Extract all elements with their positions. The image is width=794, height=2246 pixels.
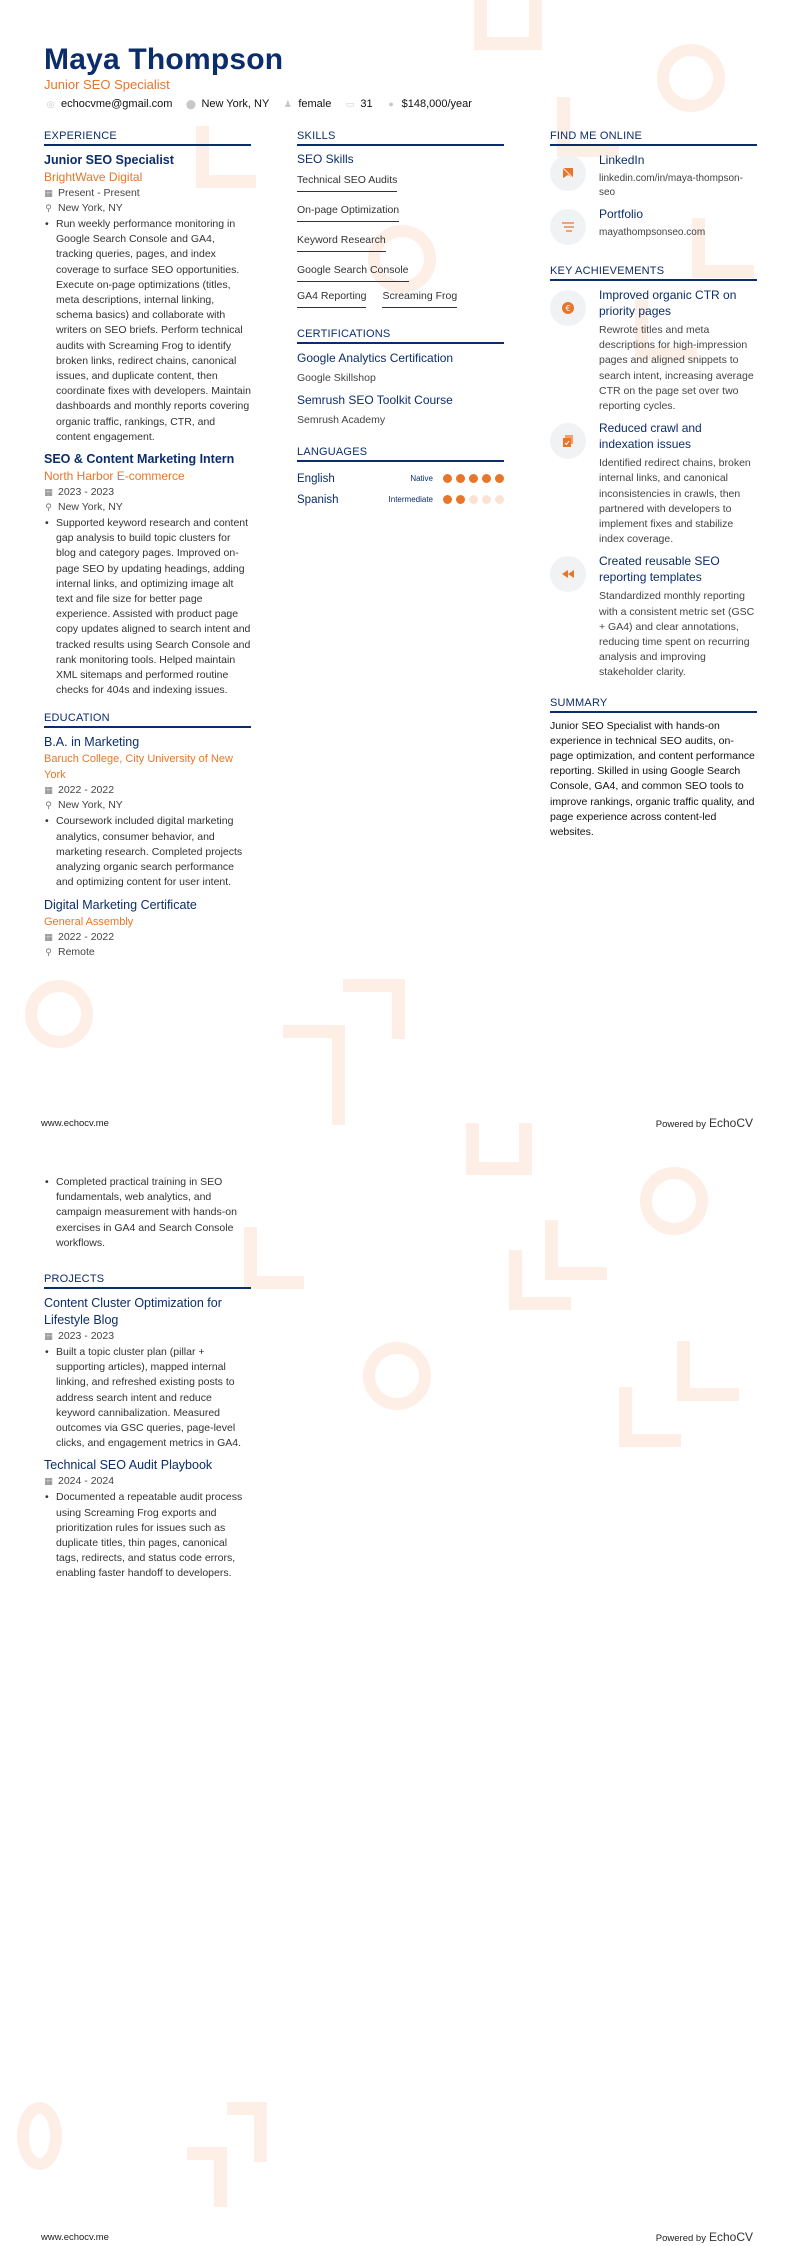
language-row <box>297 468 504 489</box>
project-title: Technical SEO Audit Playbook <box>44 1458 213 1473</box>
decoration-l-shape <box>619 1387 681 1447</box>
rewind-icon <box>550 556 586 592</box>
decoration-l-shape <box>509 1250 571 1310</box>
skill-group-title: SEO Skills <box>297 152 354 166</box>
contact-age: ▭ 31 <box>345 98 373 110</box>
project-entry <box>44 1295 251 1451</box>
rating-dot-empty <box>495 495 504 504</box>
section-heading-online: FIND ME ONLINE <box>550 130 757 146</box>
language-rating <box>410 474 504 483</box>
resume-page-2 <box>0 1123 794 2246</box>
project-dates: ▦ 2024 - 2024 <box>44 1475 115 1488</box>
education-dates: ▦ 2022 - 2022 <box>44 784 115 797</box>
certification-issuer: Semrush Academy <box>297 414 386 426</box>
online-label: LinkedIn <box>599 153 645 167</box>
footer-site-link[interactable]: www.echocv.me <box>41 1117 109 1129</box>
school-name: General Assembly <box>44 915 134 928</box>
certification-name: Google Analytics Certification <box>297 351 454 365</box>
decoration-ring <box>25 980 93 1048</box>
online-link-linkedin[interactable] <box>550 152 757 200</box>
footer-powered-by: Powered by EchoCV <box>655 2230 753 2244</box>
rating-dot-filled <box>456 495 465 504</box>
job-dates: ▦ 2023 - 2023 <box>44 486 115 499</box>
language-level: Native <box>410 474 433 483</box>
company-name: North Harbor E-commerce <box>44 469 185 484</box>
location-pin-icon: ⚲ <box>45 502 52 513</box>
education-entry <box>44 897 251 960</box>
language-level: Intermediate <box>388 495 433 504</box>
section-heading-summary: SUMMARY <box>550 697 757 713</box>
portfolio-icon <box>550 209 586 245</box>
section-heading-certifications: CERTIFICATIONS <box>297 328 504 344</box>
job-location: ⚲ New York, NY <box>45 501 123 514</box>
email-icon: ◎ <box>46 98 55 109</box>
calendar-icon: ▦ <box>44 931 53 942</box>
svg-text:€: € <box>565 304 571 313</box>
achievement-title: Created reusable SEO reporting templates <box>599 554 720 585</box>
contact-bar <box>46 98 486 110</box>
decoration-ring <box>17 2102 62 2170</box>
decoration-ring <box>657 44 725 112</box>
right-column <box>550 130 757 840</box>
certification-issuer: Google Skillshop <box>297 372 376 384</box>
page-footer <box>41 2230 753 2244</box>
section-heading-languages: LANGUAGES <box>297 446 504 462</box>
candidate-name: Maya Thompson <box>44 43 284 76</box>
summary-text: Junior SEO Specialist with hands-on experience in technical SEO audits, on-page optimization, and content performance reporting. Skilled in using Google Search Console, GA4, and common SEO tools to improve rankings, organic traffic quality, and page experience across content-led websites. <box>550 719 755 839</box>
project-title: Content Cluster Optimization for Lifestyle Blog <box>44 1296 222 1328</box>
decoration-ring <box>363 1342 431 1410</box>
education-location: ⚲ New York, NY <box>45 799 123 812</box>
decoration-corner <box>283 1025 345 1125</box>
location-icon: ⬤ <box>185 98 196 109</box>
job-dates: ▦ Present - Present <box>44 187 140 199</box>
calendar-icon: ▦ <box>44 1331 53 1342</box>
calendar-icon: ▦ <box>44 785 53 796</box>
location-pin-icon: ⚲ <box>45 203 52 213</box>
clipboard-check-icon <box>550 423 586 459</box>
candidate-title: Junior SEO Specialist <box>44 77 170 92</box>
person-icon: ♟ <box>283 98 292 109</box>
section-heading-projects: PROJECTS <box>44 1273 251 1289</box>
location-pin-icon: ⚲ <box>45 800 52 811</box>
decoration-l-shape <box>244 1227 304 1289</box>
language-name: Spanish <box>297 493 339 506</box>
section-heading-education: EDUCATION <box>44 712 251 728</box>
contact-location: ⬤ New York, NY <box>185 98 270 110</box>
achievement-item <box>550 420 757 547</box>
calendar-icon: ▭ <box>345 98 355 109</box>
project-entry <box>44 1457 251 1581</box>
degree-title: B.A. in Marketing <box>44 735 140 750</box>
education-location: ⚲ Remote <box>45 945 95 958</box>
certification-name: Semrush SEO Toolkit Course <box>297 393 453 407</box>
job-title: SEO & Content Marketing Intern <box>44 452 235 467</box>
achievement-description: Identified redirect chains, broken internal links, and canonical inconsistencies in crawls, then partnered with developers to implement fixes and stabilize index coverage. <box>599 457 751 546</box>
left-column-continued <box>44 1174 251 1588</box>
rating-dot-empty <box>482 495 491 504</box>
contact-gender: ♟ female <box>283 98 332 110</box>
euro-coin-icon <box>550 290 586 326</box>
achievement-title: Improved organic CTR on priority pages <box>599 288 737 318</box>
project-dates: ▦ 2023 - 2023 <box>44 1330 115 1343</box>
skill-item: Technical SEO Audits <box>297 174 397 192</box>
job-description: • Supported keyword research and content gap analysis to build topic clusters for blog and category pages. Improved on-page SEO by updating headings, adding internal links, and optimizing image alt text and file size for better page experience. Assisted with product page copy updates aligned to search intent and tracked results using Search Console and rank monitoring tools. Helped maintain XML sitemaps and performed routine checks for 404s and indexing issues. <box>44 516 251 698</box>
rating-dot-filled <box>495 474 504 483</box>
project-description: • Built a topic cluster plan (pillar + supporting articles), mapped internal linking, and refreshed existing posts to address search intent and reduce keyword cannibalization. Measured outcomes via GSC queries, page-level clicks, and engagement metrics in GA4. <box>44 1345 251 1451</box>
decoration-corner <box>227 2102 267 2162</box>
company-name: BrightWave Digital <box>44 170 143 184</box>
footer-brand[interactable]: EchoCV <box>708 1116 753 1130</box>
education-description: • Completed practical training in SEO fundamentals, web analytics, and campaign measurement with hands-on exercises in GA4 and Search Console workflows. <box>44 1175 251 1251</box>
section-heading-achievements: KEY ACHIEVEMENTS <box>550 265 757 281</box>
decoration-corner <box>343 979 405 1039</box>
calendar-icon: ▦ <box>44 487 53 498</box>
achievement-description: Standardized monthly reporting with a consistent metric set (GSC + GA4) and clear annotations, reducing time spent on recurring analysis and improving stakeholder clarity. <box>599 590 755 679</box>
footer-site-link[interactable]: www.echocv.me <box>41 2231 109 2243</box>
skill-item: On-page Optimization <box>297 204 399 222</box>
achievement-description: Rewrote titles and meta descriptions for high-impression pages and aligned snippets to search intent, increasing average CTR on the page set over two reporting cycles. <box>599 324 754 413</box>
rating-dot-filled <box>443 495 452 504</box>
experience-entry <box>44 451 251 698</box>
money-icon: ● <box>388 99 394 109</box>
project-description: • Documented a repeatable audit process using Screaming Frog exports and prioritization rules for issues such as duplicate titles, thin pages, canonical tags, redirects, and status code errors, enabling faster handoff to developers. <box>44 1490 251 1581</box>
calendar-icon: ▦ <box>44 188 53 198</box>
online-link-portfolio[interactable] <box>550 206 757 245</box>
language-name: English <box>297 472 335 485</box>
rating-dot-filled <box>456 474 465 483</box>
language-rating <box>389 495 504 504</box>
experience-entry <box>44 152 251 445</box>
location-pin-icon: ⚲ <box>45 946 52 957</box>
school-name: Baruch College, City University of New York <box>44 753 233 782</box>
rating-dot-filled <box>469 474 478 483</box>
decoration-l-shape <box>677 1341 739 1401</box>
online-url[interactable]: linkedin.com/in/maya-thompson-seo <box>599 173 743 198</box>
left-column <box>44 130 251 966</box>
decoration-u-shape <box>466 1123 532 1175</box>
language-row <box>297 489 504 510</box>
achievement-item <box>550 553 757 680</box>
section-heading-skills: SKILLS <box>297 130 504 146</box>
skill-item: GA4 Reporting <box>297 290 366 308</box>
footer-brand[interactable]: EchoCV <box>708 2230 753 2244</box>
online-url[interactable]: mayathompsonseo.com <box>599 227 706 238</box>
decoration-u-shape <box>474 0 542 50</box>
middle-column <box>297 130 504 510</box>
rating-dot-empty <box>469 495 478 504</box>
linkedin-icon <box>550 155 586 191</box>
job-title: Junior SEO Specialist <box>44 153 174 167</box>
skill-item: Screaming Frog <box>382 290 457 308</box>
rating-dot-filled <box>443 474 452 483</box>
rating-dot-filled <box>482 474 491 483</box>
decoration-ring <box>640 1167 708 1235</box>
online-label: Portfolio <box>599 207 644 221</box>
achievement-item <box>550 287 757 414</box>
skill-item: Google Search Console <box>297 264 409 282</box>
degree-title: Digital Marketing Certificate <box>44 897 197 912</box>
footer-powered-by: Powered by EchoCV <box>655 1116 753 1130</box>
decoration-corner <box>187 2147 227 2207</box>
skill-item: Keyword Research <box>297 234 386 252</box>
page-footer <box>41 1116 753 1130</box>
contact-email[interactable]: ◎ echocvme@gmail.com <box>46 98 173 110</box>
education-dates: ▦ 2022 - 2022 <box>44 930 115 943</box>
education-description: • Coursework included digital marketing analytics, consumer behavior, and marketing research. Completed projects analyzing organic search performance and optimizing content for user intent. <box>44 814 251 890</box>
section-heading-experience: EXPERIENCE <box>44 130 251 146</box>
skill-list <box>297 170 504 316</box>
job-location: ⚲ New York, NY <box>45 202 123 214</box>
achievement-title: Reduced crawl and indexation issues <box>599 421 702 452</box>
calendar-icon: ▦ <box>44 1476 53 1487</box>
job-description: • Run weekly performance monitoring in Google Search Console and GA4, tracking queries, pages, and index coverage to surface SEO opportunities. Execute on-page optimizations (titles, meta descriptions, internal linking, schema basics) and collaborate with writers on SEO briefs. Perform technical audits with Screaming Frog to identify broken links, redirect chains, canonical issues, and duplicate content, then coordinate fixes with developers. Maintain dashboards and monthly reports covering organic traffic, rankings, CTR, and content engagement. <box>44 217 251 445</box>
contact-salary: ● $148,000/year <box>388 98 472 110</box>
education-entry <box>44 734 251 890</box>
